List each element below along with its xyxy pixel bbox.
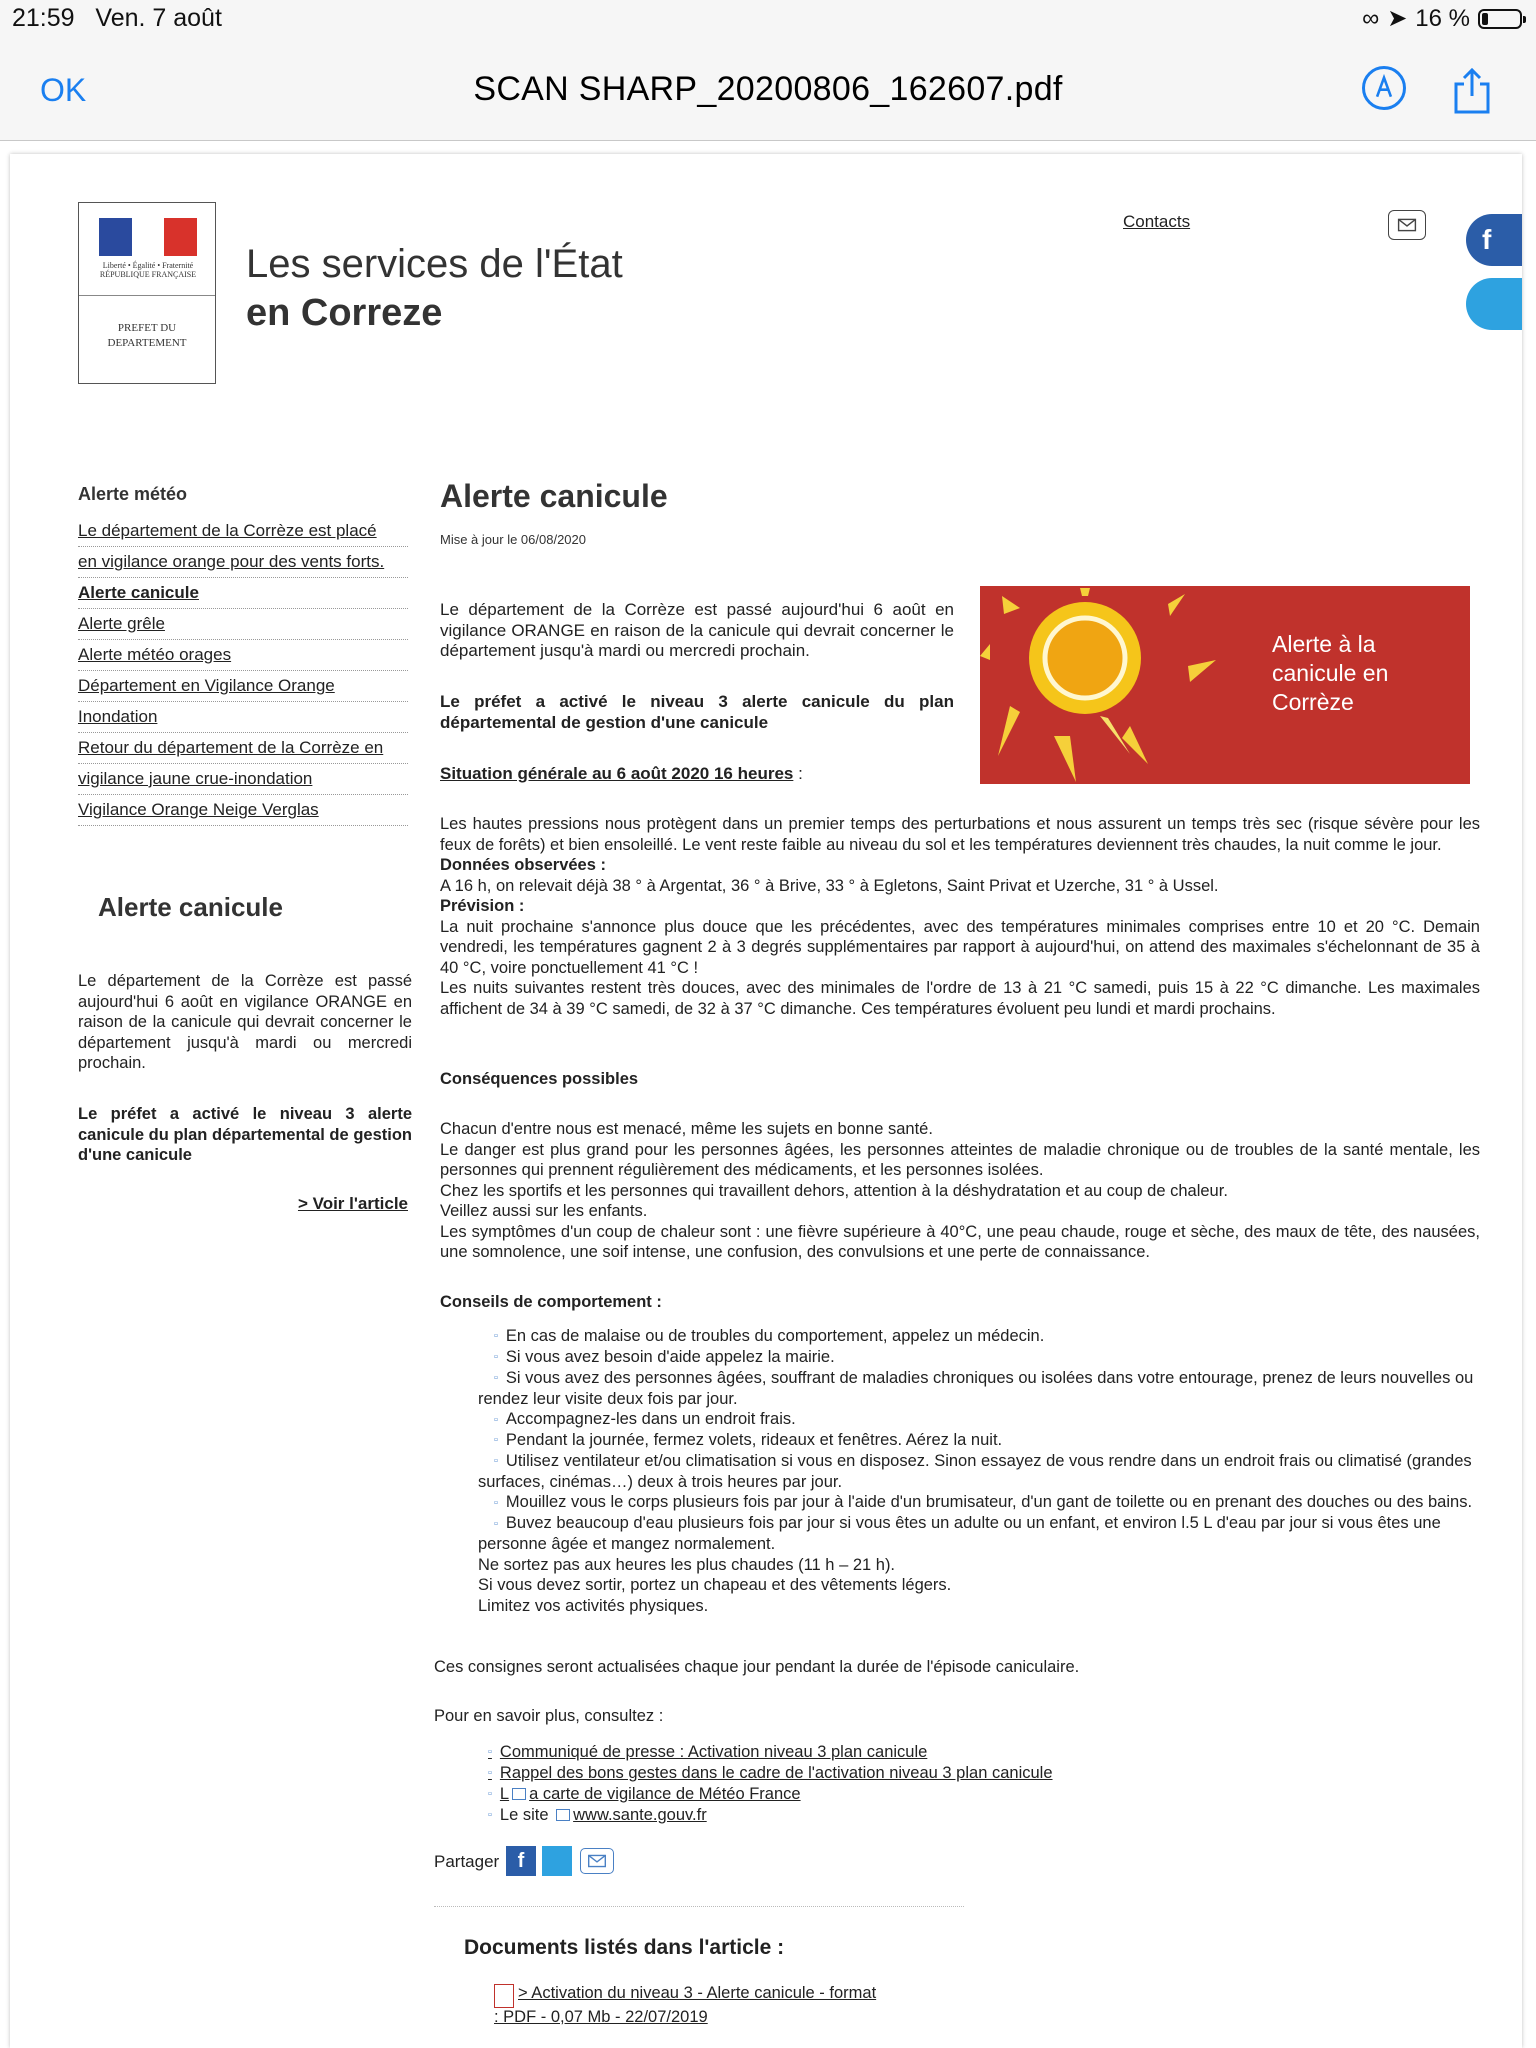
sante-prefix: Le site — [499, 1805, 554, 1824]
observed-text: A 16 h, on relevait déjà 38 ° à Argentat, 36 ° à Brive, 33 ° à Egletons, Saint Privat et Uzerche, 31 ° à Ussel. — [440, 876, 1219, 895]
mail-icon[interactable] — [1388, 210, 1426, 240]
sidebar-box-title: Alerte canicule — [98, 892, 283, 922]
sidebar-heading: Alerte météo — [78, 484, 188, 504]
consequences-title: Conséquences possibles — [440, 1070, 639, 1088]
external-link-icon — [556, 1809, 570, 1821]
site-title-line1: Les services de l'État — [246, 242, 623, 286]
documents-title: Documents listés dans l'article : — [464, 1936, 785, 1959]
meteo-france-item — [488, 1784, 1053, 1805]
location-icon: ➤ — [1387, 5, 1408, 32]
info-links — [488, 1742, 1053, 1826]
prefet-text: Le préfet a activé le niveau 3 alerte canicule du plan départemental de gestion d'une canicule — [440, 692, 954, 732]
banner-text: Alerte à la canicule en Corrèze — [1272, 631, 1389, 715]
status-time: 21:59 Ven. 7 août — [12, 4, 222, 32]
sidebar-link[interactable]: Alerte grêle — [78, 609, 408, 640]
contacts-link[interactable]: Contacts — [1123, 212, 1191, 231]
facebook-icon[interactable]: f — [1466, 214, 1522, 266]
battery-percent: 16 % — [1415, 4, 1470, 32]
logo-divider — [79, 295, 215, 296]
general-situation — [440, 814, 1480, 1019]
consequence-line: Chacun d'entre nous est menacé, même les sujets en bonne santé. — [440, 1120, 933, 1138]
situation-label: Situation générale au 6 août 2020 16 heures — [440, 764, 794, 783]
read-article-link[interactable]: > Voir l'article — [297, 1194, 408, 1213]
press-release-link[interactable]: ▫ Communiqué de presse : Activation niveau 3 plan canicule — [488, 1742, 1053, 1763]
document-link[interactable]: > Activation du niveau 3 - Alerte canicule - format — [518, 1984, 877, 2002]
share-twitter-icon[interactable] — [542, 1846, 572, 1876]
sidebar-link-active[interactable]: Alerte canicule — [78, 578, 408, 609]
forecast-text-2: Les nuits suivantes restent très douces, avec des minimales de l'ordre de 13 à 21 °C samedi, puis 15 à 22 °C dimanche. Les maximales affichent de 34 à 39 °C samedi, de 32 à 37 °C dimanche. Ces températures évoluent peu lundi et mardi prochains. — [440, 979, 1480, 1018]
share-icon[interactable] — [1452, 66, 1492, 114]
advice-plain: Si vous devez sortir, portez un chapeau et des vêtements légers. — [478, 1576, 952, 1595]
advice-item: ▫ Si vous avez besoin d'aide appelez la mairie. — [478, 1347, 1482, 1368]
logo-prefet: PREFET DU DEPARTEMENT — [107, 322, 187, 349]
sidebar-link[interactable]: Retour du département de la Corrèze en — [78, 733, 408, 764]
advice-title: Conseils de comportement : — [440, 1293, 662, 1311]
site-title-line2: en Correze — [246, 292, 443, 334]
sidebar-link[interactable]: Vigilance Orange Neige Verglas — [78, 795, 408, 826]
document-content — [10, 154, 1522, 2048]
share-label: Partager — [434, 1852, 500, 1871]
consequence-line: Veillez aussi sur les enfants. — [440, 1202, 648, 1220]
advice-item: ▫ En cas de malaise ou de troubles du comportement, appelez un médecin. — [478, 1326, 1482, 1347]
status-bar — [0, 0, 1536, 40]
advice-plain: Limitez vos activités physiques. — [478, 1596, 709, 1615]
sidebar-box-text: Le département de la Corrèze est passé aujourd'hui 6 août en vigilance ORANGE en raison de la canicule qui devrait concerner le département jusqu'à mardi ou mercredi prochain. — [78, 972, 412, 1072]
sante-item — [488, 1805, 1053, 1826]
logo-motto: Liberté • Égalité • Fraternité RÉPUBLIQUE FRANÇAISE — [99, 261, 197, 279]
situation-heading — [440, 764, 803, 784]
document-title: SCAN SHARP_20200806_162607.pdf — [473, 70, 1063, 108]
sidebar-link[interactable]: en vigilance orange pour des vents forts. — [78, 547, 408, 578]
sidebar-box-bold: Le préfet a activé le niveau 3 alerte canicule du plan départemental de gestion d'une canicule — [78, 1105, 412, 1164]
sidebar-link[interactable]: Alerte météo orages — [78, 640, 408, 671]
sidebar-links — [78, 516, 408, 826]
sante-link[interactable]: www.sante.gouv.fr — [573, 1805, 707, 1824]
advice-item: ▫ Pendant la journée, fermez volets, rideaux et fenêtres. Aérez la nuit. — [478, 1430, 1482, 1451]
advice-list — [478, 1326, 1482, 1616]
share-mail-icon[interactable] — [580, 1848, 614, 1874]
situation-colon: : — [793, 764, 803, 783]
advice-item: ▫ Accompagnez-les dans un endroit frais. — [478, 1409, 1482, 1430]
sidebar-link[interactable]: Département en Vigilance Orange — [78, 671, 408, 702]
pdf-page[interactable] — [10, 154, 1522, 2048]
intro-text: Le département de la Corrèze est passé aujourd'hui 6 août en vigilance ORANGE en raison de la canicule qui devrait concerner le département jusqu'à mardi ou mercredi prochain. — [440, 600, 954, 660]
advice-item: ▫ Mouillez vous le corps plusieurs fois par jour à l'aide d'un brumisateur, d'un gant de toilette ou en prenant des douches ou des bains. — [478, 1492, 1482, 1513]
share-facebook-icon[interactable]: f — [506, 1846, 536, 1876]
battery-icon — [1478, 9, 1522, 29]
pdf-icon — [494, 1984, 514, 2008]
consequence-line: Chez les sportifs et les personnes qui travaillent dehors, attention à la déshydratation et au coup de chaleur. — [440, 1181, 1228, 1200]
external-link-icon — [512, 1788, 526, 1800]
advice-item: ▫ Si vous avez des personnes âgées, souffrant de maladies chroniques ou isolées dans votre entourage, prenez de leurs nouvelles ou rendez leur visite deux fois par jour. — [478, 1368, 1482, 1409]
consequence-line: Les symptômes d'un coup de chaleur sont : une fièvre supérieure à 40°C, une peau chaude, rouge et sèche, des maux de tête, des nausées, une somnolence, une soif intense, une confusion, des convulsions et une perte de connaissance. — [440, 1222, 1480, 1261]
forecast-text-1: La nuit prochaine s'annonce plus douce que les précédentes, avec des températures minimales comprises entre 10 et 20 °C. Demain vendredi, les températures gagnent 2 à 3 degrés supplémentaires par rapport à aujourd'hui, on attend des maximales s'échelonnant de 35 à 40 °C, voire ponctuellement 41 °C ! — [440, 917, 1480, 977]
twitter-icon[interactable] — [1466, 278, 1522, 330]
markup-icon[interactable] — [1362, 66, 1406, 110]
consequences-text — [440, 1119, 1480, 1263]
observed-label: Données observées : — [440, 856, 606, 874]
nav-bar — [0, 40, 1536, 141]
battery-level — [1482, 13, 1488, 25]
update-date: Mise à jour le 06/08/2020 — [440, 532, 586, 547]
consequence-line: Le danger est plus grand pour les personnes âgées, les personnes atteintes de maladie chronique ou de troubles de la santé mentale, les personnes qui prennent régulièrement des médicaments, et les personnes isolées. — [440, 1140, 1480, 1179]
general-text: Les hautes pressions nous protègent dans un premier temps des perturbations et nous assurent un temps très sec (risque sévère pour les feux de forêts) et bien ensoleillé. Le vent reste faible au niveau du sol et les températures deviennent très chaudes, la nuit comme le jour. — [440, 815, 1480, 854]
ok-button[interactable]: OK — [40, 72, 87, 108]
advice-item: ▫ Utilisez ventilateur et/ou climatisation si vous en disposez. Sinon essayez de vous rendre dans un endroit frais ou climatisé (grandes surfaces, cinémas…) deux à trois heures par jour. — [478, 1451, 1482, 1492]
advice-plain: Ne sortez pas aux heures les plus chaudes (11 h – 21 h). — [478, 1555, 896, 1574]
more-info-text: Pour en savoir plus, consultez : — [434, 1707, 664, 1725]
sidebar-link[interactable]: Inondation — [78, 702, 408, 733]
good-practices-link[interactable]: ▫ Rappel des bons gestes dans le cadre de l'activation niveau 3 plan canicule — [488, 1763, 1053, 1784]
meteo-prefix: L — [499, 1784, 510, 1803]
marianne-logo — [78, 202, 216, 384]
meteo-france-link[interactable]: a carte de vigilance de Météo France — [529, 1784, 801, 1803]
sidebar-link[interactable]: vigilance jaune crue-inondation — [78, 764, 408, 795]
link-icon: ∞ — [1362, 4, 1380, 32]
consignes-text: Ces consignes seront actualisées chaque jour pendant la durée de l'épisode caniculaire. — [434, 1658, 1080, 1676]
documents-divider — [434, 1906, 964, 1907]
advice-item: ▫ Buvez beaucoup d'eau plusieurs fois par jour si vous êtes un adulte ou un enfant, et environ l.5 L d'eau par jour si vous êtes une personne âgée et mangez normalement. — [478, 1513, 1482, 1554]
page-title: Alerte canicule — [440, 478, 668, 514]
status-right — [1362, 4, 1522, 33]
document-link-meta[interactable]: : PDF - 0,07 Mb - 22/07/2019 — [494, 2008, 708, 2026]
canicule-banner — [980, 586, 1470, 784]
sidebar-link[interactable]: Le département de la Corrèze est placé — [78, 516, 408, 547]
forecast-label: Prévision : — [440, 897, 525, 915]
french-flag-icon — [99, 218, 197, 256]
